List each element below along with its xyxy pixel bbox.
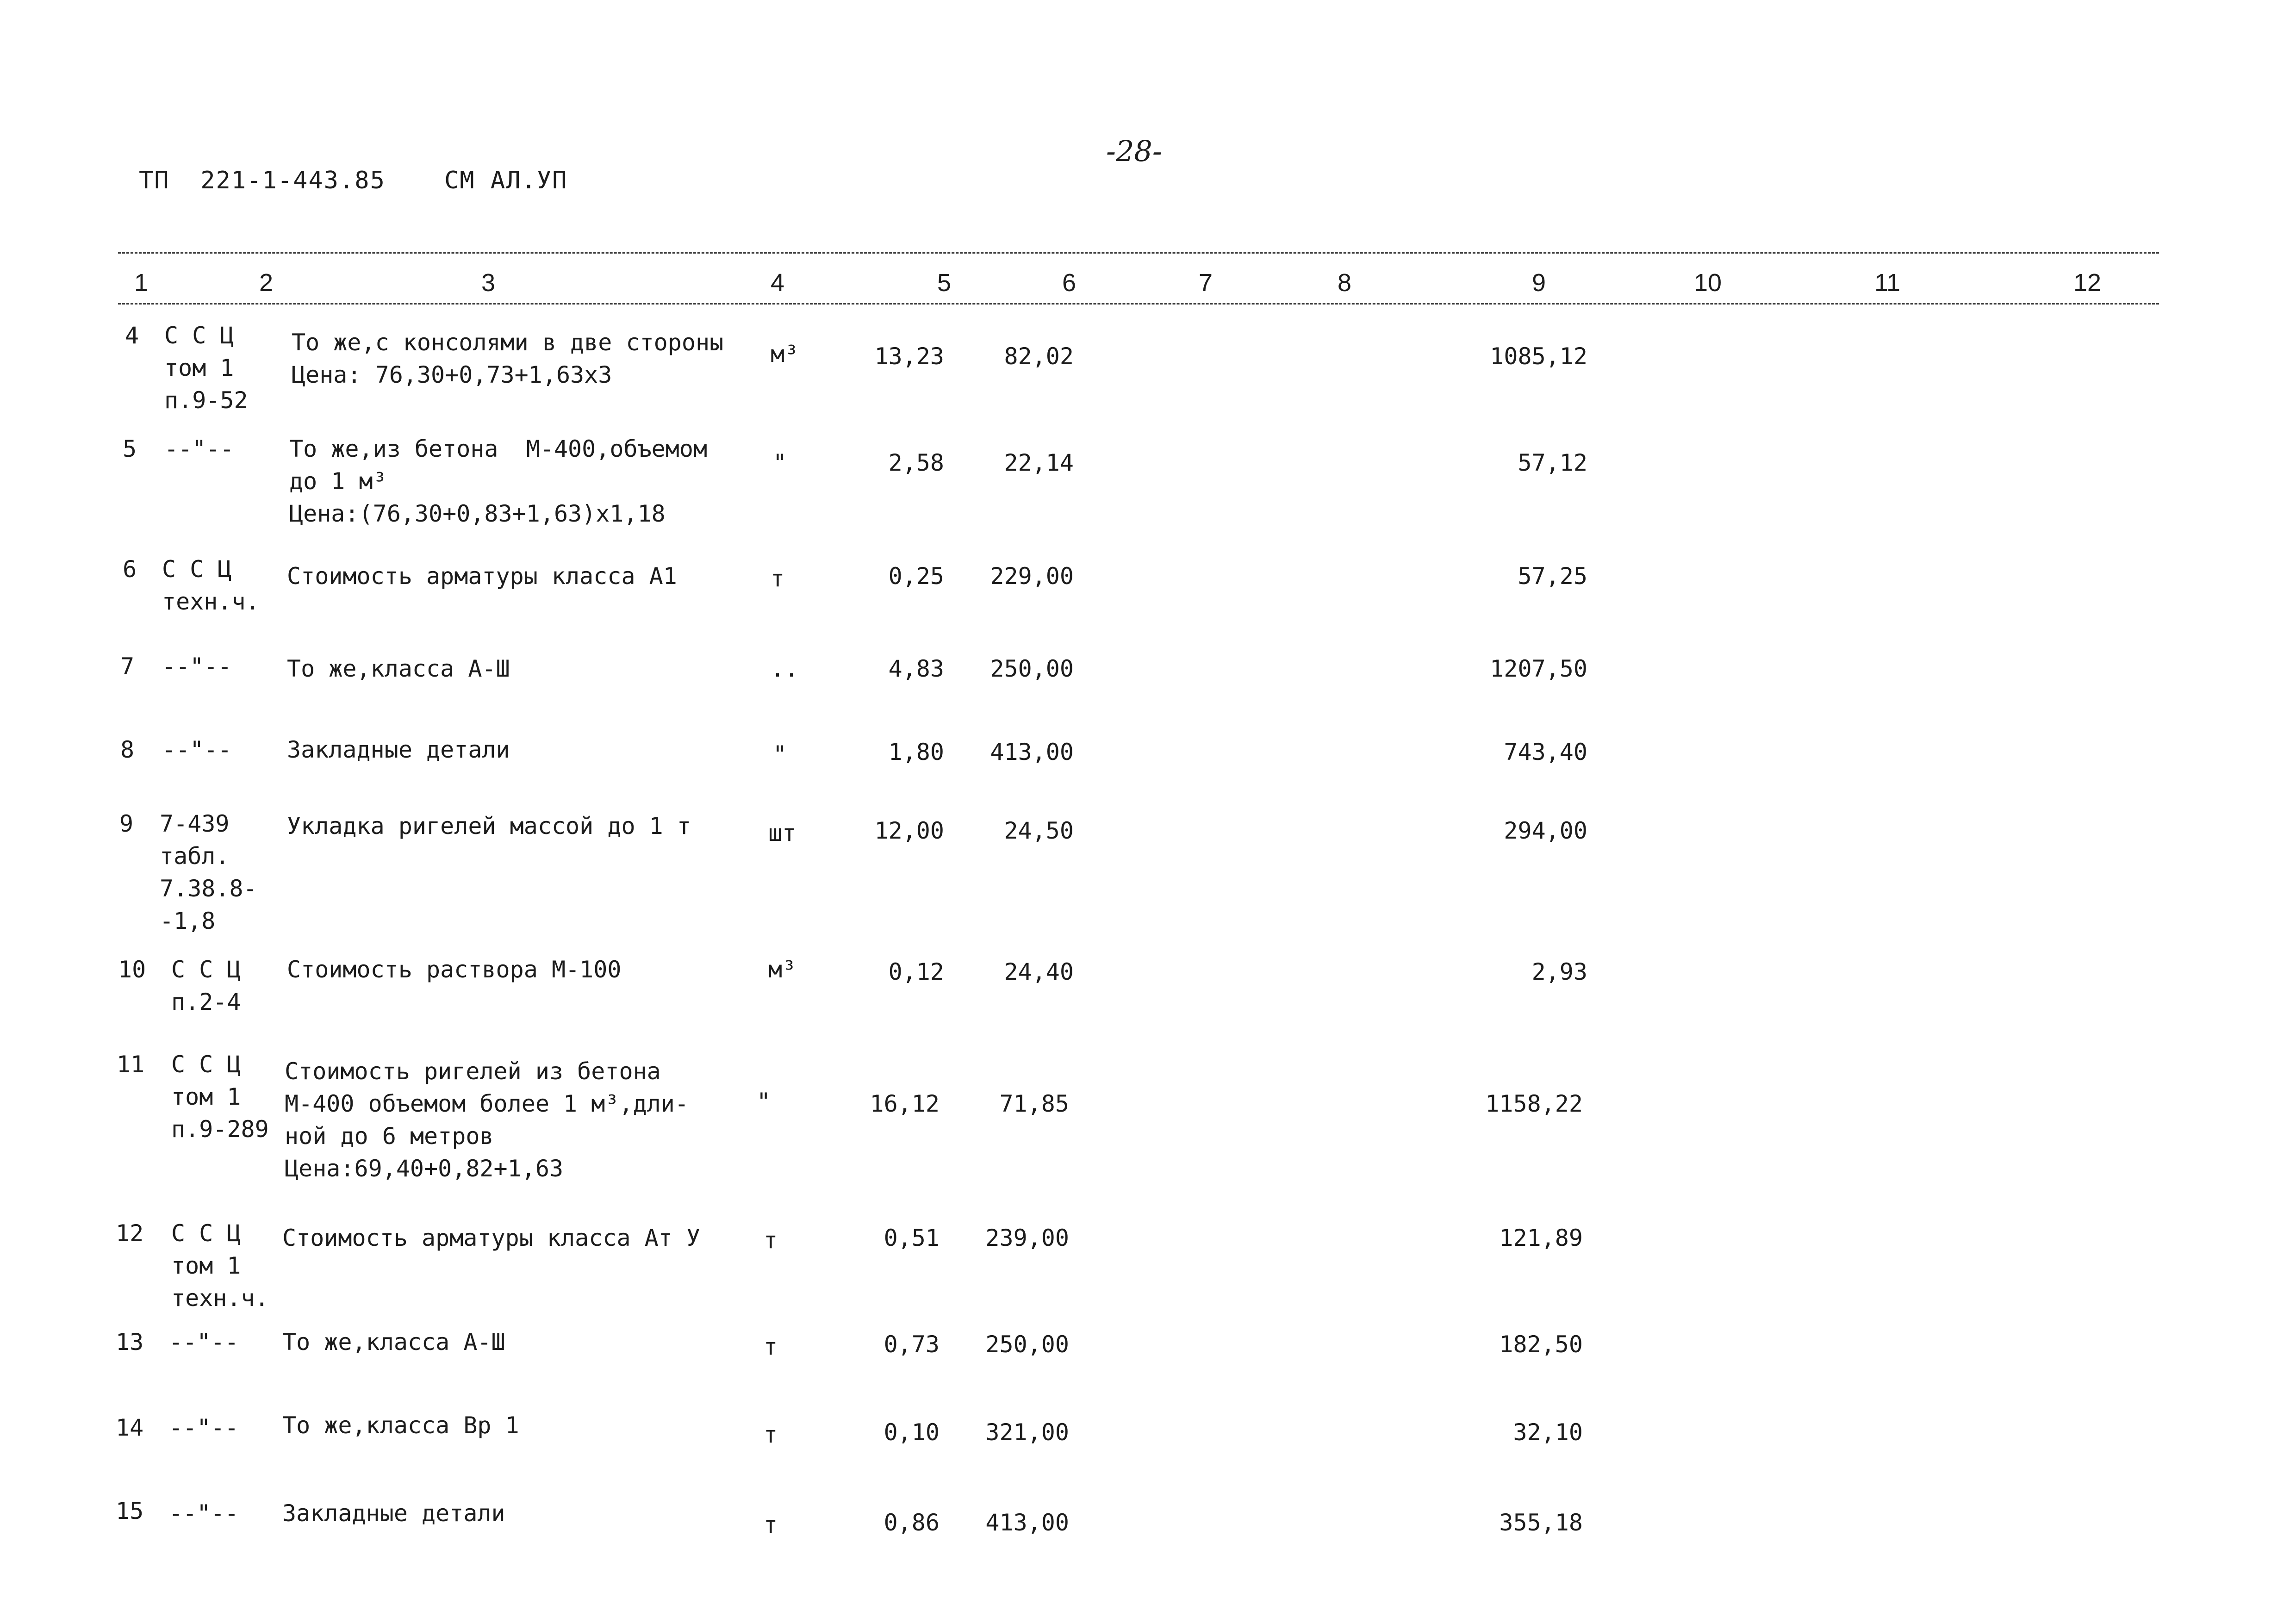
row-13-unit-price: 250,00 — [985, 1331, 1069, 1358]
row-4-unit: м³ — [771, 341, 799, 367]
row-9-quantity: 12,00 — [874, 817, 944, 844]
row-14-number: 14 — [116, 1414, 144, 1441]
row-11-reference: С С Ц том 1 п.9-289 — [171, 1051, 269, 1143]
table-header-rule — [118, 303, 2159, 305]
row-13-total: 182,50 — [1499, 1331, 1583, 1358]
row-14-description: То же,класса Вр 1 — [282, 1412, 519, 1439]
row-14-total: 32,10 — [1513, 1419, 1583, 1446]
row-11-quantity: 16,12 — [870, 1090, 940, 1117]
row-15-reference: --"-- — [169, 1500, 239, 1527]
row-10-total: 2,93 — [1531, 958, 1587, 985]
row-13-number: 13 — [116, 1329, 144, 1356]
row-9-unit: шт — [768, 820, 796, 846]
row-11-total: 1158,22 — [1485, 1090, 1583, 1117]
row-4-quantity: 13,23 — [874, 343, 944, 370]
column-number-3: 3 — [481, 269, 496, 297]
row-10-unit: м³ — [768, 956, 796, 983]
row-6-unit-price: 229,00 — [990, 563, 1074, 590]
row-15-total: 355,18 — [1499, 1509, 1583, 1536]
row-12-description: Стоимость арматуры класса Ат У — [282, 1225, 701, 1251]
row-8-total: 743,40 — [1504, 739, 1587, 765]
row-9-unit-price: 24,50 — [1004, 817, 1074, 844]
row-12-reference: С С Ц том 1 техн.ч. — [171, 1220, 269, 1312]
row-15-unit: т — [764, 1511, 778, 1538]
row-9-description: Укладка ригелей массой до 1 т — [287, 813, 691, 839]
row-4-number: 4 — [125, 322, 139, 349]
document-section: СМ АЛ.УП — [444, 167, 568, 194]
table-top-rule — [118, 252, 2159, 254]
row-14-reference: --"-- — [169, 1414, 239, 1441]
row-10-reference: С С Ц п.2-4 — [171, 956, 241, 1015]
row-8-reference: --"-- — [162, 736, 232, 763]
row-11-number: 11 — [117, 1051, 145, 1078]
row-6-unit: т — [771, 565, 785, 592]
row-8-unit-price: 413,00 — [990, 739, 1074, 765]
row-12-unit: т — [764, 1227, 778, 1254]
row-11-unit: " — [757, 1088, 771, 1115]
row-9-reference: 7-439 табл. 7.38.8- -1,8 — [160, 810, 257, 934]
column-number-9: 9 — [1532, 269, 1546, 297]
row-13-description: То же,класса А-Ш — [282, 1329, 505, 1356]
row-12-total: 121,89 — [1499, 1225, 1583, 1251]
row-10-quantity: 0,12 — [888, 958, 944, 985]
column-number-7: 7 — [1199, 269, 1213, 297]
row-13-quantity: 0,73 — [884, 1331, 940, 1358]
row-8-unit: " — [773, 741, 787, 768]
row-14-unit: т — [764, 1421, 778, 1448]
row-15-number: 15 — [116, 1498, 144, 1524]
row-15-description: Закладные детали — [282, 1500, 505, 1527]
row-9-total: 294,00 — [1504, 817, 1587, 844]
row-5-quantity: 2,58 — [888, 449, 944, 476]
row-7-reference: --"-- — [162, 653, 232, 680]
row-7-total: 1207,50 — [1490, 655, 1587, 682]
row-11-unit-price: 71,85 — [999, 1090, 1069, 1117]
column-number-11: 11 — [1874, 269, 1901, 297]
row-8-description: Закладные детали — [287, 736, 510, 763]
document-code: ТП 221-1-443.85 — [139, 167, 386, 194]
row-4-unit-price: 82,02 — [1004, 343, 1074, 370]
row-13-unit: т — [764, 1333, 778, 1360]
row-14-unit-price: 321,00 — [985, 1419, 1069, 1446]
row-6-description: Стоимость арматуры класса А1 — [287, 563, 677, 590]
row-8-number: 8 — [120, 736, 135, 763]
row-14-quantity: 0,10 — [884, 1419, 940, 1446]
page-number: -28- — [1106, 134, 1162, 168]
row-4-total: 1085,12 — [1490, 343, 1587, 370]
row-15-quantity: 0,86 — [884, 1509, 940, 1536]
column-number-1: 1 — [134, 269, 149, 297]
row-7-number: 7 — [120, 653, 135, 680]
row-5-unit-price: 22,14 — [1004, 449, 1074, 476]
row-6-reference: С С Ц техн.ч. — [162, 556, 260, 615]
row-5-number: 5 — [123, 435, 137, 462]
row-5-unit: " — [773, 449, 787, 476]
row-10-number: 10 — [118, 956, 146, 983]
row-12-number: 12 — [116, 1220, 144, 1247]
row-4-description: То же,с консолями в две стороны Цена: 76,30+0,73+1,63х3 — [292, 329, 724, 388]
column-number-2: 2 — [259, 269, 274, 297]
row-7-quantity: 4,83 — [888, 655, 944, 682]
column-number-6: 6 — [1062, 269, 1076, 297]
column-number-8: 8 — [1338, 269, 1352, 297]
column-number-4: 4 — [771, 269, 785, 297]
row-7-unit-price: 250,00 — [990, 655, 1074, 682]
row-7-description: То же,класса А-Ш — [287, 655, 510, 682]
row-11-description: Стоимость ригелей из бетона М-400 объемом более 1 м³,дли- ной до 6 метров Цена:69,40+0,82+1,63 — [285, 1058, 689, 1182]
column-number-12: 12 — [2073, 269, 2102, 297]
row-10-description: Стоимость раствора М-100 — [287, 956, 622, 983]
row-9-number: 9 — [119, 810, 134, 837]
row-6-quantity: 0,25 — [888, 563, 944, 590]
row-15-unit-price: 413,00 — [985, 1509, 1069, 1536]
row-12-unit-price: 239,00 — [985, 1225, 1069, 1251]
row-5-description: То же,из бетона М-400,объемом до 1 м³ Цена:(76,30+0,83+1,63)х1,18 — [289, 435, 708, 527]
row-7-unit: .. — [771, 655, 799, 682]
row-5-reference: --"-- — [164, 435, 234, 462]
row-12-quantity: 0,51 — [884, 1225, 940, 1251]
column-number-5: 5 — [937, 269, 952, 297]
row-6-total: 57,25 — [1518, 563, 1587, 590]
row-10-unit-price: 24,40 — [1004, 958, 1074, 985]
column-number-10: 10 — [1694, 269, 1722, 297]
row-8-quantity: 1,80 — [888, 739, 944, 765]
row-13-reference: --"-- — [169, 1329, 239, 1356]
row-4-reference: С С Ц том 1 п.9-52 — [164, 322, 248, 414]
row-5-total: 57,12 — [1518, 449, 1587, 476]
row-6-number: 6 — [123, 556, 137, 583]
